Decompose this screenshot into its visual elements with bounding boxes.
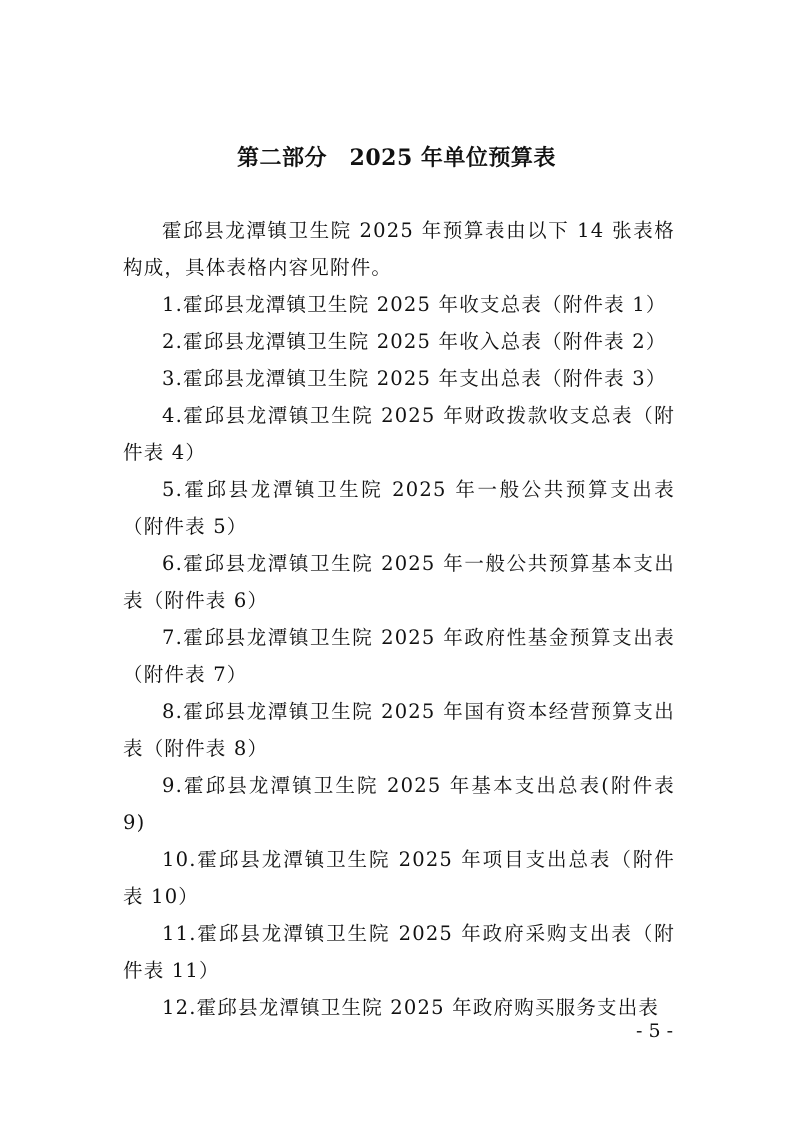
list-item-10: 10.霍邱县龙潭镇卫生院 2025 年项目支出总表（附件表 10） bbox=[123, 848, 675, 908]
list-item-11: 11.霍邱县龙潭镇卫生院 2025 年政府采购支出表（附件表 11） bbox=[123, 922, 675, 982]
intro-paragraph: 霍邱县龙潭镇卫生院 2025 年预算表由以下 14 张表格构成，具体表格内容见附件。 bbox=[123, 219, 675, 279]
list-item-1: 1.霍邱县龙潭镇卫生院 2025 年收支总表（附件表 1） bbox=[162, 293, 667, 316]
list-item-8: 8.霍邱县龙潭镇卫生院 2025 年国有资本经营预算支出表（附件表 8） bbox=[123, 700, 675, 760]
section-title: 第二部分 2025 年单位预算表 bbox=[237, 145, 556, 171]
page-number: - 5 - bbox=[635, 1020, 673, 1042]
list-item-3: 3.霍邱县龙潭镇卫生院 2025 年支出总表（附件表 3） bbox=[162, 367, 667, 390]
list-item-6: 6.霍邱县龙潭镇卫生院 2025 年一般公共预算基本支出表（附件表 6） bbox=[123, 552, 675, 612]
list-item-2: 2.霍邱县龙潭镇卫生院 2025 年收入总表（附件表 2） bbox=[162, 330, 667, 353]
list-item-4: 4.霍邱县龙潭镇卫生院 2025 年财政拨款收支总表（附件表 4） bbox=[123, 404, 675, 464]
list-item-7: 7.霍邱县龙潭镇卫生院 2025 年政府性基金预算支出表（附件表 7） bbox=[123, 626, 675, 686]
document-body bbox=[123, 212, 675, 1026]
list-item-12: 12.霍邱县龙潭镇卫生院 2025 年政府购买服务支出表 bbox=[162, 996, 660, 1019]
list-item-9: 9.霍邱县龙潭镇卫生院 2025 年基本支出总表(附件表 9) bbox=[123, 774, 675, 834]
list-item-5: 5.霍邱县龙潭镇卫生院 2025 年一般公共预算支出表（附件表 5） bbox=[123, 478, 675, 538]
